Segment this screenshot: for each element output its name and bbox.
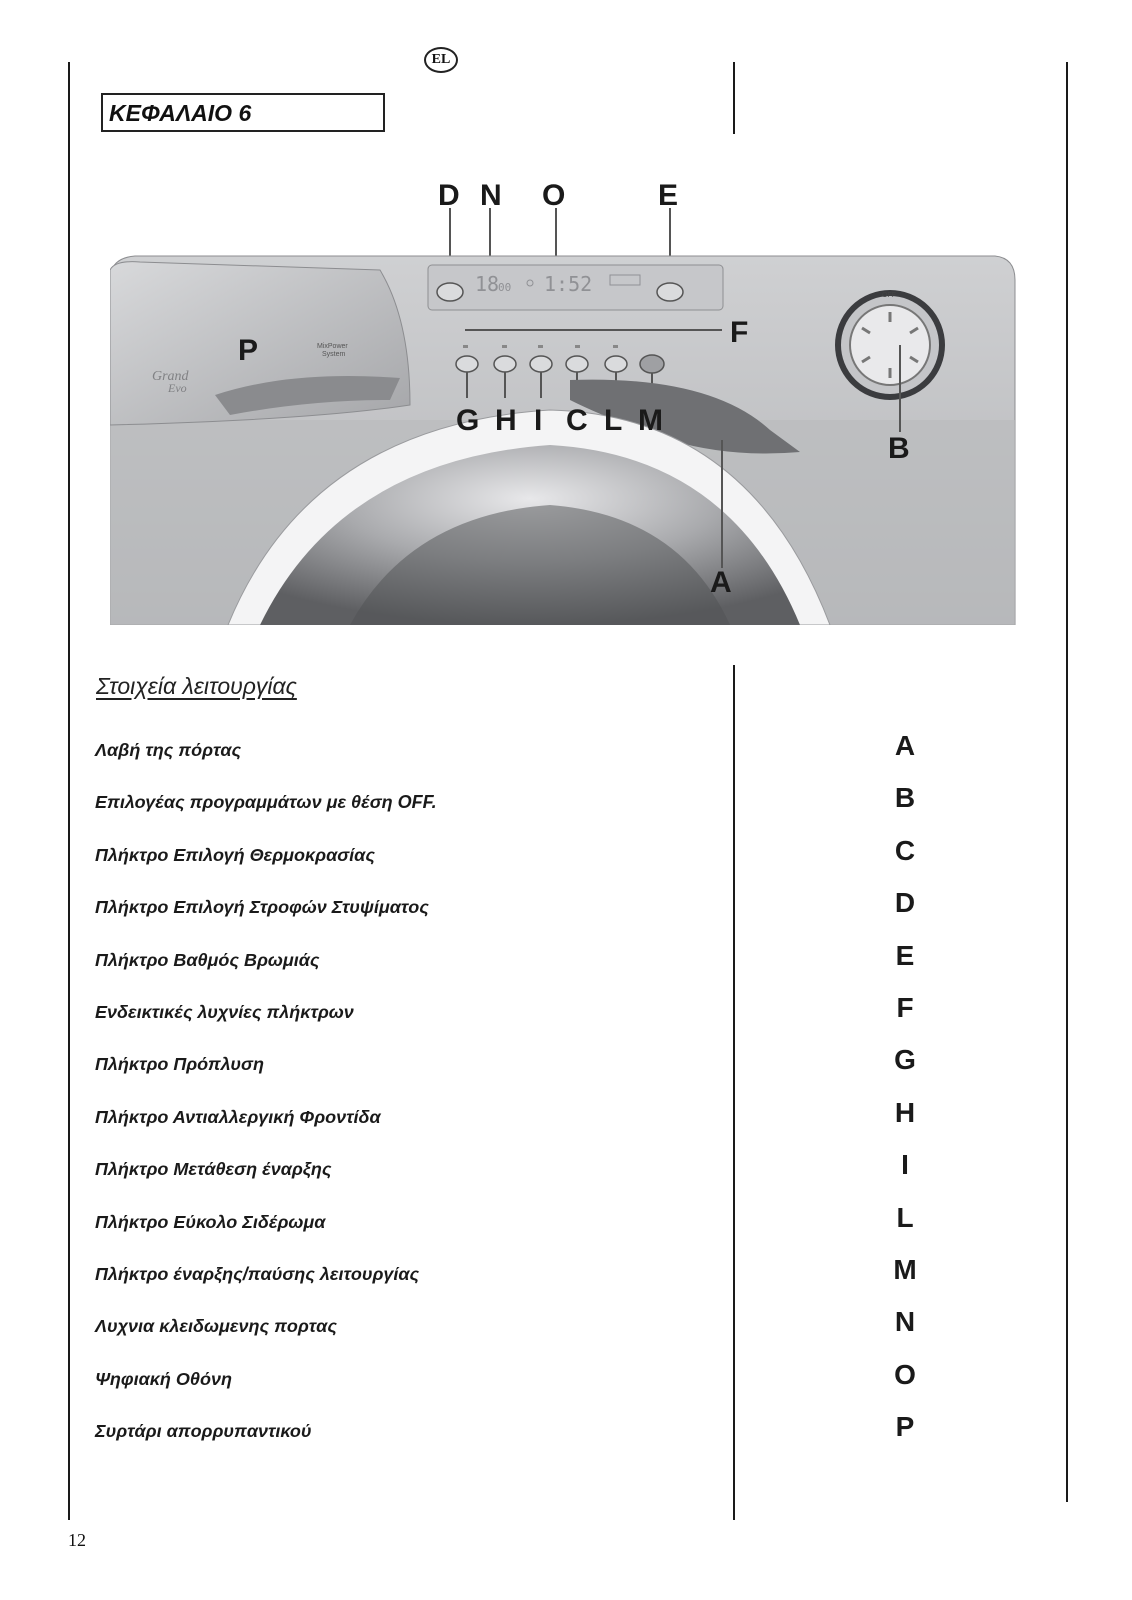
legend-item	[95, 1306, 995, 1346]
legend-letter: F	[896, 992, 914, 1023]
mixpower-logo-line2: System	[322, 351, 346, 358]
legend-item	[95, 1149, 995, 1189]
callout-l: L	[604, 404, 623, 437]
legend-letter: D	[894, 887, 916, 919]
legend-description: Ψηφιακή Οθόνη	[95, 1368, 232, 1389]
legend-item	[95, 992, 995, 1032]
language-badge: EL	[424, 47, 458, 73]
legend-description: Πλήκτρο Αντιαλλεργική Φροντίδα	[95, 1106, 381, 1127]
callout-g: G	[456, 404, 480, 437]
legend-item	[95, 887, 995, 927]
led-anti-allergy	[502, 345, 507, 348]
control-panel-diagram	[110, 170, 1023, 625]
legend-letter: I	[901, 1149, 909, 1181]
legend-item	[95, 730, 995, 770]
temperature-button	[566, 356, 588, 372]
legend-item	[95, 782, 995, 822]
anti-allergy-button	[494, 356, 516, 372]
legend-description: Επιλογέας προγραμμάτων με θέση OFF.	[95, 792, 437, 813]
legend-item	[95, 940, 995, 980]
callout-m: M	[638, 404, 663, 437]
led-prewash	[463, 345, 468, 348]
legend-description: Πλήκτρο Μετάθεση έναρξης	[95, 1159, 332, 1180]
start-pause-button	[640, 355, 664, 373]
legend-description: Πλήκτρο Πρόπλυση	[95, 1054, 264, 1075]
prewash-button	[456, 356, 478, 372]
right-margin-line	[1066, 62, 1068, 1502]
legend-letter: C	[894, 834, 916, 866]
legend-description: Πλήκτρο Βαθμός Βρωμιάς	[95, 949, 320, 970]
page-number: 12	[68, 1530, 86, 1550]
chapter-title: ΚΕΦΑΛΑΙΟ 6	[101, 93, 385, 132]
display-spin-small: 00	[498, 281, 512, 294]
legend-letter: M	[893, 1254, 917, 1285]
legend-letter: O	[894, 1358, 916, 1390]
led-easy-iron	[613, 345, 618, 348]
callout-b: B	[888, 432, 910, 465]
dial-off-label: OFF	[882, 292, 896, 299]
header-divider-line	[733, 62, 735, 134]
legend-description: Ενδεικτικές λυχνίες πλήκτρων	[95, 1002, 354, 1022]
legend-letter: H	[894, 1096, 916, 1128]
digital-display-time: 1:52	[544, 272, 593, 296]
legend-letter: B	[894, 782, 916, 814]
legend-description: Πλήκτρο έναρξης/παύσης λειτουργίας	[95, 1264, 420, 1284]
callout-h: H	[495, 404, 517, 437]
callout-p: P	[238, 334, 259, 367]
legend-item	[95, 1097, 995, 1137]
delay-start-button	[530, 356, 552, 372]
legend-item	[95, 1411, 995, 1451]
brand-logo-evo: Evo	[168, 381, 187, 395]
legend-description: Πλήκτρο Εύκολο Σιδέρωμα	[95, 1211, 326, 1232]
callout-n: N	[480, 179, 502, 212]
left-margin-line	[68, 62, 70, 1520]
led-delay-start	[538, 345, 543, 348]
legend-item	[95, 1254, 995, 1294]
legend-item	[95, 1202, 995, 1242]
mixpower-logo-line1: MixPower	[317, 343, 348, 350]
legend-letter: A	[894, 730, 916, 761]
legend-description: Λαβή της πόρτας	[95, 740, 242, 760]
legend-letter: L	[896, 1201, 914, 1233]
section-title: Στοιχεία λειτουργίας	[96, 673, 297, 699]
led-temperature	[575, 345, 580, 348]
spin-speed-button	[437, 283, 463, 301]
legend-letter: G	[894, 1044, 916, 1076]
legend-item	[95, 1044, 995, 1084]
legend-description: Συρτάρι απορρυπαντικού	[95, 1421, 312, 1442]
callout-o: O	[542, 179, 566, 212]
soil-level-button	[657, 283, 683, 301]
legend-letter: P	[895, 1411, 915, 1443]
legend-description: Πλήκτρο Επιλογή Στροφών Στυψίματος	[95, 897, 429, 918]
legend-description: Πλήκτρο Επιλογή Θερμοκρασίας	[95, 844, 375, 865]
legend-description: Λυχνια κλειδωμενης πορτας	[95, 1316, 337, 1337]
brand-logo-grand: Grand	[152, 369, 189, 384]
callout-d: D	[438, 179, 460, 212]
callout-i: I	[534, 404, 543, 437]
display-spin-readout: 18	[475, 272, 500, 296]
callout-c: C	[566, 404, 588, 437]
easy-iron-button	[605, 356, 627, 372]
callout-e: E	[658, 179, 679, 212]
legend-letter: E	[895, 939, 915, 971]
legend-letter: N	[894, 1306, 916, 1338]
legend-item	[95, 1359, 995, 1399]
legend-item	[95, 835, 995, 875]
callout-f: F	[730, 316, 749, 349]
callout-a: A	[710, 566, 732, 599]
